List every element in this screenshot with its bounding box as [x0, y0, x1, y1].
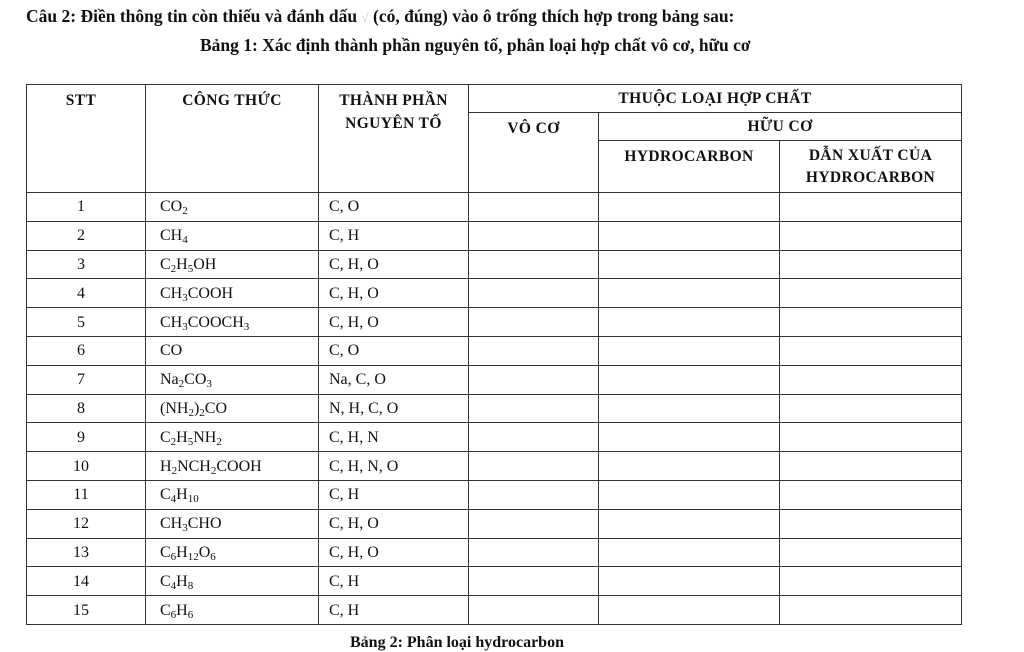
formula-part: H [176, 255, 188, 273]
element-composition: C, H, O [319, 279, 469, 308]
derivative-cell[interactable] [780, 250, 962, 279]
derivative-cell[interactable] [780, 423, 962, 452]
table-row [27, 308, 962, 337]
formula-subscript: 10 [187, 493, 199, 506]
inorganic-cell[interactable] [469, 336, 599, 365]
derivative-cell[interactable] [780, 480, 962, 509]
table-row [27, 336, 962, 365]
table-row [27, 480, 962, 509]
inorganic-cell[interactable] [469, 567, 599, 596]
hydrocarbon-cell[interactable] [599, 423, 780, 452]
hydrocarbon-cell[interactable] [599, 538, 780, 567]
formula-subscript: 2 [170, 262, 177, 275]
chemical-formula [146, 308, 319, 337]
table-row [27, 596, 962, 625]
formula-part: C [160, 428, 171, 446]
derivative-cell[interactable] [780, 509, 962, 538]
derivative-cell[interactable] [780, 221, 962, 250]
formula-subscript: 6 [187, 608, 194, 621]
row-number: 15 [27, 596, 146, 625]
inorganic-cell[interactable] [469, 308, 599, 337]
row-number: 13 [27, 538, 146, 567]
formula-subscript: 2 [171, 464, 178, 477]
row-number: 4 [27, 279, 146, 308]
formula-subscript: 2 [178, 378, 185, 391]
row-number: 7 [27, 365, 146, 394]
table-row [27, 452, 962, 481]
formula-part: CO [160, 198, 183, 216]
hydrocarbon-cell[interactable] [599, 596, 780, 625]
formula-part: CH [160, 227, 183, 245]
formula-part: H [176, 486, 188, 504]
header-hydrocarbon: HYDROCARBON [599, 141, 780, 193]
element-composition: C, O [319, 193, 469, 222]
formula-part: CO [184, 371, 207, 389]
inorganic-cell[interactable] [469, 365, 599, 394]
chemical-formula [146, 538, 319, 567]
formula-subscript: 8 [187, 579, 194, 592]
inorganic-cell[interactable] [469, 221, 599, 250]
formula-part: C [160, 255, 171, 273]
element-composition: C, H, O [319, 509, 469, 538]
formula-part: CO [160, 342, 183, 360]
formula-subscript: 4 [170, 579, 177, 592]
derivative-cell[interactable] [780, 452, 962, 481]
question-heading [26, 6, 734, 27]
table-caption: Bảng 1: Xác định thành phần nguyên tố, phân loại hợp chất vô cơ, hữu cơ [200, 35, 751, 55]
chemical-formula [146, 480, 319, 509]
chemical-formula [146, 193, 319, 222]
inorganic-cell[interactable] [469, 596, 599, 625]
table-row [27, 394, 962, 423]
row-number: 9 [27, 423, 146, 452]
element-composition: C, H, N [319, 423, 469, 452]
formula-part: OH [193, 255, 217, 273]
formula-part: CHO [187, 515, 222, 533]
inorganic-cell[interactable] [469, 509, 599, 538]
table-row [27, 250, 962, 279]
formula-subscript: 2 [216, 435, 222, 448]
formula-subscript: 12 [187, 550, 199, 563]
formula-part: NH [193, 428, 217, 446]
formula-part: C [160, 486, 171, 504]
inorganic-cell[interactable] [469, 423, 599, 452]
formula-part: C [160, 543, 171, 561]
hydrocarbon-cell[interactable] [599, 394, 780, 423]
chemical-formula [146, 567, 319, 596]
formula-subscript: 2 [188, 406, 194, 419]
derivative-cell[interactable] [780, 596, 962, 625]
formula-part: H [176, 428, 188, 446]
formula-subscript: 4 [182, 234, 188, 247]
derivative-cell[interactable] [780, 365, 962, 394]
row-number: 3 [27, 250, 146, 279]
formula-part: CH [160, 515, 183, 533]
formula-subscript: 6 [170, 550, 177, 563]
hydrocarbon-cell[interactable] [599, 336, 780, 365]
row-number: 1 [27, 193, 146, 222]
formula-part: CH [160, 284, 183, 302]
formula-part: Na [160, 371, 179, 389]
table-row [27, 423, 962, 452]
table-row [27, 221, 962, 250]
table-row [27, 193, 962, 222]
element-composition: C, H [319, 221, 469, 250]
next-table-caption: Bảng 2: Phân loại hydrocarbon [350, 634, 564, 651]
formula-subscript: 2 [199, 406, 205, 419]
formula-subscript: 6 [210, 550, 216, 563]
table-row [27, 509, 962, 538]
hydrocarbon-cell[interactable] [599, 452, 780, 481]
chemical-formula [146, 509, 319, 538]
formula-subscript: 2 [210, 464, 217, 477]
row-number: 12 [27, 509, 146, 538]
chemical-formula [146, 279, 319, 308]
formula-subscript: 2 [170, 435, 177, 448]
compound-table [26, 84, 962, 625]
formula-subscript: 3 [182, 320, 188, 333]
question-prefix: Câu 2: Điền thông tin còn thiếu và đánh dấu [26, 6, 358, 26]
row-number: 6 [27, 336, 146, 365]
formula-part: H [176, 543, 188, 561]
formula-part: COOH [216, 457, 262, 475]
formula-part: COOH [187, 284, 234, 302]
derivative-cell[interactable] [780, 336, 962, 365]
formula-part: H [176, 572, 188, 590]
row-number: 5 [27, 308, 146, 337]
table-row [27, 567, 962, 596]
chemical-formula [146, 221, 319, 250]
table-row [27, 279, 962, 308]
formula-subscript: 2 [182, 205, 188, 218]
formula-subscript: 4 [170, 493, 177, 506]
formula-part: H [176, 601, 188, 619]
chemical-formula [146, 596, 319, 625]
formula-part: C [160, 601, 171, 619]
element-composition: C, H, O [319, 308, 469, 337]
hydrocarbon-cell[interactable] [599, 193, 780, 222]
hydrocarbon-cell[interactable] [599, 509, 780, 538]
row-number: 10 [27, 452, 146, 481]
header-formula: CÔNG THỨC [146, 85, 319, 193]
formula-part: CO [204, 399, 227, 417]
formula-subscript: 3 [182, 522, 188, 535]
formula-subscript: 5 [187, 435, 194, 448]
formula-part: CH [160, 313, 183, 331]
derivative-cell[interactable] [780, 279, 962, 308]
inorganic-cell[interactable] [469, 538, 599, 567]
element-composition: C, O [319, 336, 469, 365]
hydrocarbon-cell[interactable] [599, 250, 780, 279]
question-suffix: (có, đúng) vào ô trống thích hợp trong bảng sau: [373, 6, 735, 26]
table-row [27, 538, 962, 567]
formula-part: H [160, 457, 172, 475]
hydrocarbon-cell[interactable] [599, 365, 780, 394]
element-composition: C, H [319, 480, 469, 509]
formula-subscript: 3 [206, 378, 212, 391]
formula-part: C [160, 572, 171, 590]
formula-part: O [198, 543, 211, 561]
hydrocarbon-cell[interactable] [599, 221, 780, 250]
element-composition: C, H [319, 567, 469, 596]
chemical-formula [146, 250, 319, 279]
inorganic-cell[interactable] [469, 452, 599, 481]
table-row [27, 365, 962, 394]
chemical-formula [146, 365, 319, 394]
derivative-cell[interactable] [780, 193, 962, 222]
chemical-formula [146, 423, 319, 452]
chemical-formula [146, 452, 319, 481]
inorganic-cell[interactable] [469, 250, 599, 279]
hydrocarbon-cell[interactable] [599, 567, 780, 596]
formula-part: ) [193, 399, 200, 417]
chemical-formula [146, 336, 319, 365]
derivative-cell[interactable] [780, 567, 962, 596]
row-number: 8 [27, 394, 146, 423]
hydrocarbon-cell[interactable] [599, 308, 780, 337]
chemical-formula [146, 394, 319, 423]
inorganic-cell[interactable] [469, 279, 599, 308]
formula-subscript: 3 [182, 291, 188, 304]
element-composition: Na, C, O [319, 365, 469, 394]
formula-subscript: 3 [243, 320, 250, 333]
row-number: 14 [27, 567, 146, 596]
formula-subscript: 5 [187, 262, 194, 275]
inorganic-cell[interactable] [469, 480, 599, 509]
header-elements: THÀNH PHẦN NGUYÊN TỐ [319, 85, 469, 193]
header-stt: STT [27, 85, 146, 193]
formula-subscript: 6 [170, 608, 177, 621]
element-composition: C, H, O [319, 538, 469, 567]
header-compound-type: THUỘC LOẠI HỢP CHẤT [469, 85, 962, 113]
row-number: 2 [27, 221, 146, 250]
formula-part: NCH [177, 457, 211, 475]
hydrocarbon-cell[interactable] [599, 480, 780, 509]
checkmark-icon: √ [361, 10, 369, 25]
inorganic-cell[interactable] [469, 394, 599, 423]
header-organic: HỮU CƠ [599, 113, 962, 141]
element-composition: C, H [319, 596, 469, 625]
formula-part: COOCH [187, 313, 244, 331]
derivative-cell[interactable] [780, 394, 962, 423]
row-number: 11 [27, 480, 146, 509]
derivative-cell[interactable] [780, 538, 962, 567]
header-derivative: DẪN XUẤT CỦA HYDROCARBON [780, 141, 962, 193]
inorganic-cell[interactable] [469, 193, 599, 222]
element-composition: C, H, N, O [319, 452, 469, 481]
element-composition: C, H, O [319, 250, 469, 279]
derivative-cell[interactable] [780, 308, 962, 337]
hydrocarbon-cell[interactable] [599, 279, 780, 308]
formula-part: (NH [160, 399, 189, 417]
header-inorganic: VÔ CƠ [469, 113, 599, 193]
element-composition: N, H, C, O [319, 394, 469, 423]
